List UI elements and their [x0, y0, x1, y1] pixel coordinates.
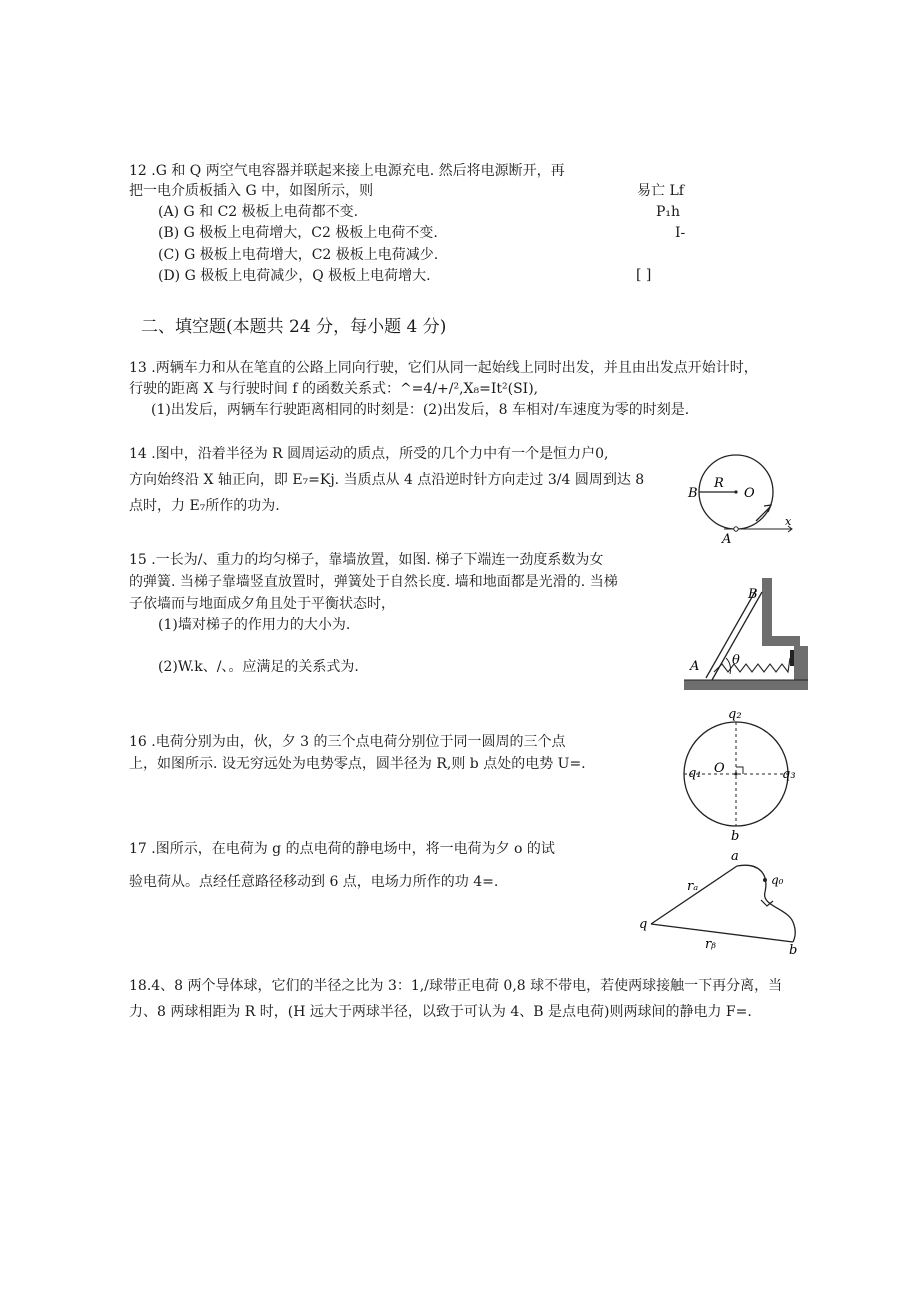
q17-label-b: b: [789, 943, 798, 958]
q15-floor: [684, 680, 808, 690]
q15-label-theta: θ: [732, 653, 740, 668]
q15-line1: 15 .一长为/、重力的均匀梯子，靠墙放置，如图. 梯子下端连一劲度系数为女: [129, 552, 604, 568]
q12-side-label-1: 易亡 Lf: [637, 183, 684, 199]
q17-arbitrary-path: [737, 865, 795, 942]
q17-path-figure: [637, 848, 807, 958]
q14-label-r: R: [714, 476, 724, 491]
q14-line1: 14 .图中，沿着半径为 R 圆周运动的质点，所受的几个力中有一个是恒力户0,: [129, 446, 609, 462]
q14-center-dot: [734, 490, 737, 493]
q17-label-ra: rₐ: [687, 879, 699, 894]
q12-side-label-3: I-: [675, 225, 686, 241]
q16-line2: 上，如图所示. 设无穷远处为电势零点，圆半径为 R,则 b 点处的电势 U=.: [129, 756, 586, 772]
q15-line2: 的弹簧. 当梯子靠墙竖直放置时，弹簧处于自然长度. 墙和地面都是光滑的. 当梯: [129, 574, 618, 590]
q16-label-q1: q₁: [688, 766, 702, 781]
q17-label-q: q: [639, 917, 648, 932]
q18-line1: 18.4、8 两个导体球，它们的半径之比为 3：1,/球带正电荷 0,8 球不带电，若使两球接触一下再分离，当: [129, 978, 783, 994]
q12-side-label-2: P₁h: [656, 204, 681, 220]
q12-answer-bracket: [ ]: [636, 267, 652, 283]
q15-wall-lower: [794, 646, 808, 682]
q14-line2: 方向始终沿 X 轴正向，即 E₇=Kj. 当质点从 4 点沿逆时针方向走过 3/4 圆周到达 8: [129, 472, 645, 488]
q16-circle-figure: [682, 704, 802, 844]
q14-label-x: x: [785, 515, 792, 528]
q14-line3: 点时，力 E₇所作的功为.: [129, 498, 280, 514]
q15-sub2: (2)W.k、/、。应满足的关系式为.: [158, 659, 359, 675]
q14-label-o: O: [744, 486, 755, 501]
q15-wall-upper: [762, 578, 772, 646]
q12-option-d: (D) G 极板上电荷减少，Q 极板上电荷增大.: [158, 268, 431, 284]
q16-label-b: b: [731, 829, 740, 844]
q17-line-ra: [651, 866, 737, 924]
section-heading: 二、填空题(本题共 24 分，每小题 4 分): [141, 317, 447, 337]
q16-label-o: O: [714, 761, 725, 776]
q12-line1: 12 .G 和 Q 两空气电容器并联起来接上电源充电. 然后将电源断开，再: [129, 163, 565, 179]
q17-label-q0: q₀: [771, 873, 784, 887]
q15-spring: [714, 658, 790, 672]
q15-sub1: (1)墙对梯子的作用力的大小为.: [158, 617, 351, 633]
q17-label-rb: rᵦ: [705, 937, 716, 952]
q17-line1: 17 .图所示，在电荷为 g 的点电荷的静电场中，将一电荷为夕 o 的试: [129, 841, 555, 857]
q14-label-b: B: [688, 486, 698, 501]
q17-line2: 验电荷从。点经任意路径移动到 6 点，电场力所作的功 4=.: [129, 874, 499, 890]
q15-ladder-side1: [706, 590, 756, 678]
q12-option-b: (B) G 极板上电荷增大，C2 极板上电荷不变.: [158, 225, 438, 241]
q17-label-a: a: [731, 849, 739, 864]
q17-test-charge-dot: [763, 878, 767, 882]
q13-line1: 13 .两辆车力和从在笔直的公路上同向行驶，它们从同一起始线上同时出发，并且由出发点开始计时，: [129, 360, 758, 376]
q17-line-rb: [651, 924, 793, 942]
q14-motion-arrow: [756, 507, 770, 521]
q16-line1: 16 .电荷分别为由，伙，夕 3 的三个点电荷分别位于同一圆周的三个点: [129, 734, 566, 750]
q18-line2: 力、8 两球相距为 R 时，(H 远大于两球半径，以致于可认为 4、B 是点电荷)则两球间的静电力 F=.: [129, 1004, 752, 1020]
q13-line2: 行驶的距离 X 与行驶时间 f 的函数关系式：^=4/+/²,X₈=It²(SI),: [129, 381, 539, 397]
q12-option-a: (A) G 和 C2 极板上电荷都不变.: [158, 204, 359, 220]
q12-option-c: (C) G 极板上电荷增大，C2 极板上电荷减少.: [158, 247, 439, 263]
q16-center-dot: [734, 772, 737, 775]
q12-line2: 把一电介质板插入 G 中，如图所示，则: [129, 183, 374, 199]
q15-ladder-figure: [682, 576, 812, 692]
q15-wall-step: [762, 636, 800, 646]
q13-line3: (1)出发后，两辆车行驶距离相同的时刻是：(2)出发后，8 车相对/车速度为零的时刻是.: [151, 402, 690, 418]
q14-point-a: [734, 527, 738, 531]
q15-label-a: A: [690, 659, 700, 674]
q15-label-b: B: [748, 587, 758, 602]
q14-label-a: A: [722, 532, 732, 545]
q14-circle-figure: [684, 447, 796, 545]
q16-label-q2: q₂: [728, 707, 742, 722]
q16-label-q3: q₃: [782, 767, 796, 782]
q15-spring-mount: [790, 650, 794, 666]
q15-line3: 子依墙而与地面成夕角且处于平衡状态时，: [129, 596, 395, 612]
